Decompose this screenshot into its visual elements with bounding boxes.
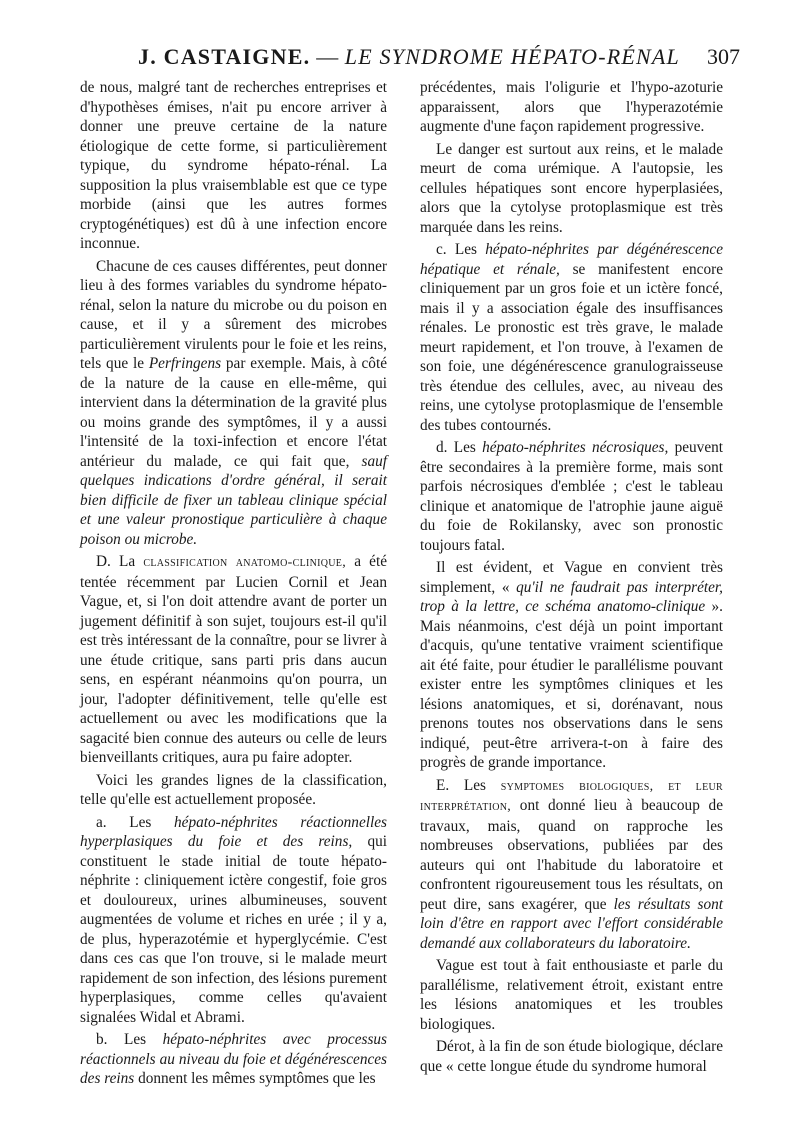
right-p3-lead: c. Les bbox=[436, 241, 486, 258]
right-p5-italic: qu'il ne faudrait pas interpréter, trop à la lettre, ce schéma anatomo-clinique bbox=[420, 578, 723, 615]
right-p5-text-a: Il est évident, et Vague en convient très simplement, « bbox=[420, 559, 723, 596]
right-paragraph-7: Vague est tout à fait enthousiaste et parle du parallélisme, relativement étroit, existant entre les lésions anatomiques et les troubles biologiques. bbox=[420, 957, 723, 1033]
left-p2-perfringens: Perfringens bbox=[148, 355, 222, 372]
right-p6-body: ont donné lieu à beaucoup de travaux, mais, quand on rapproche les nombreuses observations, publiées par des auteurs qui ont l'habitude du laboratoire et confrontent rigoureusement tous les résultats, on peut dire, sans exagérer, que bbox=[420, 797, 723, 913]
right-paragraph-8: Dérot, à la fin de son étude biologique, déclare que « cette longue étude du syndrome humoral bbox=[420, 1038, 723, 1075]
right-p5-text-b: ». Mais néanmoins, c'est déjà un point important d'acquis, qu'une tentative vraiment scientifique ait été faite, pour étudier le parallélisme pouvant exister entre les symptômes cliniques et les lésions anatomiques, et si, dorénavant, nous prenons toutes nos observations dans le sens indiqué, peut-être arrivera-t-on à faire des progrès de grande importance. bbox=[420, 598, 723, 771]
left-p6-italic: hépato-néphrites avec processus réactionnels au niveau du foie et dégénérescences des reins bbox=[80, 1031, 387, 1087]
right-column bbox=[420, 78, 723, 1079]
left-p2-italic: sauf quelques indications d'ordre général, il serait bien difficile de fixer un tableau clinique spécial et une valeur pronostique particulière à chaque poison ou microbe. bbox=[80, 452, 387, 548]
right-p4-lead: d. Les bbox=[436, 439, 483, 456]
left-paragraph-3 bbox=[80, 552, 387, 768]
right-p6-smallcaps: symptomes biologiques, et leur interprétation, bbox=[420, 778, 723, 814]
left-paragraph-5 bbox=[80, 813, 387, 1028]
left-paragraph-4: Voici les grandes lignes de la classification, telle qu'elle est actuellement proposée. bbox=[80, 771, 387, 808]
right-p4-body: peuvent être secondaires à la première forme, mais sont parfois nécrosiques d'emblée ; c'est le tableau clinique et anatomique de l'atrophie jaune aiguë du foie de Rokilansky, avec son pronostic toujours fatal. bbox=[420, 439, 724, 554]
left-paragraph-2 bbox=[80, 257, 387, 550]
left-paragraph-6 bbox=[80, 1030, 387, 1089]
right-paragraph-3 bbox=[420, 240, 723, 435]
header-title: LE SYNDROME HÉPATO-RÉNAL bbox=[344, 44, 680, 69]
left-p6-body: donnent les mêmes symptômes que les bbox=[134, 1070, 376, 1087]
left-p2-text-a: Chacune de ces causes différentes, peut donner lieu à des formes variables du syndrome hépato-rénal, selon la nature du microbe ou du poison en cause, et il y a sûrement des microbes particulièrement virulents pour le foie et les reins, tels que le bbox=[80, 257, 387, 372]
left-p2-text-b: par exemple. Mais, à côté de la nature de la cause en elle-même, qui intervient dans la détermination de la gravité plus ou moins grande des symptômes, il y a aussi l'intensité de la toxi-infection et encore l'état antérieur du malade, ce qui fait que, bbox=[80, 355, 387, 470]
right-paragraph-5 bbox=[420, 558, 723, 773]
right-p3-body: se manifestent encore cliniquement par un gros foie et un ictère foncé, mais il y a association égale des insuffisances rénales. Le pronostic est très grave, le malade meurt rapidement, et l'on trouve, à l'examen de son foie, une dégénérescence granulograisseuse très étendue des cellules, avec, au niveau des reins, une cytolyse protoplasmique de l'ensemble des tubes contournés. bbox=[420, 260, 723, 434]
right-paragraph-4 bbox=[420, 438, 723, 555]
header-dash: — bbox=[316, 44, 339, 69]
right-p6-lead: E. Les bbox=[436, 776, 501, 794]
left-p6-lead: b. Les bbox=[96, 1031, 163, 1048]
left-p5-italic: hépato-néphrites réactionnelles hyperplasiques du foie et des reins, bbox=[80, 813, 387, 850]
running-title bbox=[138, 44, 680, 70]
right-p4-italic: hépato-néphrites nécrosiques, bbox=[482, 439, 669, 456]
right-paragraph-1: précédentes, mais l'oligurie et l'hypo-azoturie apparaissent, alors que l'hyperazotémie augmente d'une façon rapidement progressive. bbox=[420, 79, 723, 135]
right-p6-italic: les résultats sont loin d'être en rapport avec l'effort considérable demandé aux collaborateurs du laboratoire. bbox=[420, 895, 723, 952]
left-p5-body: qui constituent le stade initial de toute hépato-néphrite : cliniquement ictère congestif, foie gros et douloureux, urines albumineuses, souvent augmentées de volume et riches en urée ; il y a, de plus, hyperazotémie et hyperglycémie. C'est dans ces cas que l'on trouve, si le malade meurt rapidement de son infection, des lésions purement hyperplasiques, comme celles qu'avaient signalées Widal et Abrami. bbox=[80, 833, 387, 1026]
right-paragraph-2: Le danger est surtout aux reins, et le malade meurt de coma urémique. A l'autopsie, les cellules hépatiques sont encore hyperplasiées, alors que la cytolyse protoplasmique est très marquée dans les reins. bbox=[420, 140, 723, 236]
header-author: J. CASTAIGNE. bbox=[138, 44, 311, 69]
right-p3-italic: hépato-néphrites par dégénérescence hépatique et rénale, bbox=[420, 241, 723, 278]
running-header bbox=[80, 40, 740, 76]
left-p3-smallcaps: classification anatomo-clinique, bbox=[143, 555, 347, 570]
left-column bbox=[80, 78, 387, 1092]
left-p5-lead: a. Les bbox=[96, 813, 175, 831]
right-paragraph-6 bbox=[420, 776, 723, 954]
left-p3-body: a été tentée récemment par Lucien Cornil et Jean Vague, et, si l'on doit attendre avant de porter un jugement définitif à son sujet, toujours est-il qu'il est très intéressant de la connaître, pour se livrer à une étude critique, sans parti pris dans aucun sens, en espérant néanmoins qu'on pourra, un jour, l'adopter définitivement, telle qu'elle est actuellement ou avec les modifications que la sagacité bien connue des auteurs ou celle de leurs bienveillants critiques, aura pu faire adopter. bbox=[80, 553, 387, 766]
left-p3-lead: D. La bbox=[96, 553, 144, 570]
left-paragraph-1: de nous, malgré tant de recherches entreprises et d'hypothèses émises, n'ait pu encore arriver à donner une preuve certaine de la nature étiologique de cette forme, si particulièrement typique, du syndrome hépato-rénal. La supposition la plus vraisemblable est que ce type morbide (ainsi que les autres formes cryptogénétiques) est dû à une infection encore inconnue. bbox=[80, 79, 387, 252]
page-number: 307 bbox=[707, 44, 740, 69]
